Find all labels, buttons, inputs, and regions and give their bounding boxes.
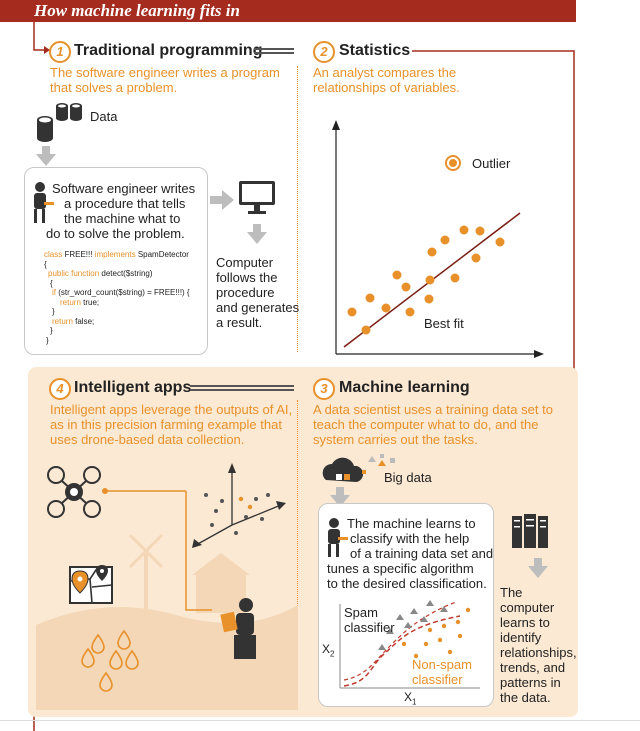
data-point	[476, 227, 485, 236]
ml-card-text-5: to the desired classification.	[327, 576, 487, 591]
nonspam-label-2: classifier	[412, 672, 463, 687]
point	[442, 624, 446, 628]
point	[234, 531, 238, 535]
code-keyword: return	[60, 298, 81, 307]
point	[204, 493, 208, 497]
data-point	[402, 283, 411, 292]
code-line-7: }	[52, 307, 55, 316]
ml-card-text-1: The machine learns to	[347, 516, 476, 531]
nonspam-label-1: Non-spam	[412, 657, 472, 672]
data-point	[362, 326, 371, 335]
map-icon	[70, 565, 112, 603]
data-point	[366, 294, 375, 303]
statistics-desc-line-2: relationships of variables.	[313, 80, 460, 95]
point	[220, 499, 224, 503]
spam-label-2: classifier	[344, 620, 395, 635]
code-text: FREE!!!	[62, 250, 95, 259]
code-keyword: public function	[48, 269, 100, 278]
code-line-10: }	[46, 336, 49, 345]
farming-illustration	[36, 455, 298, 710]
outlier-point	[449, 159, 457, 167]
data-point	[382, 304, 391, 313]
code-keyword: return	[52, 317, 73, 326]
point	[466, 608, 470, 612]
code-line-6	[60, 298, 99, 308]
ml-computer-text-5: relationships,	[500, 645, 577, 660]
point	[410, 608, 418, 614]
ml-computer-text-6: trends, and	[500, 660, 566, 675]
x1-axis-label	[404, 690, 416, 706]
point	[248, 505, 252, 509]
data-point	[425, 295, 434, 304]
computer-text-3: procedure	[216, 285, 275, 300]
point	[378, 644, 386, 650]
ml-desc-line-2: teach the computer what to do, and the	[313, 417, 539, 432]
section-title-apps: Intelligent apps	[74, 379, 192, 396]
ml-computer-text-3: learns to	[500, 615, 550, 630]
data-scientist-icon	[324, 518, 348, 558]
point	[404, 622, 412, 628]
data-label: Data	[90, 109, 118, 124]
point	[244, 515, 248, 519]
engineer-text-1: Software engineer writes	[52, 181, 196, 196]
section-number-3: 3	[313, 378, 335, 400]
big-data-label: Big data	[384, 470, 432, 485]
arrow-down-icon	[247, 224, 269, 246]
point	[402, 642, 406, 646]
data-point	[441, 236, 450, 245]
section-number-4: 4	[49, 378, 71, 400]
engineer-text-4: do to solve the problem.	[46, 226, 185, 241]
axis-arrow	[228, 463, 236, 473]
code-line-3	[48, 269, 153, 279]
point	[456, 620, 460, 624]
section-title-ml: Machine learning	[339, 379, 470, 396]
connector-line-1	[34, 22, 44, 50]
database-icon	[34, 100, 94, 150]
data-point	[393, 271, 402, 280]
code-keyword: if	[52, 288, 56, 297]
server-icon	[510, 514, 550, 550]
title-rule	[190, 385, 294, 391]
title-rule	[254, 48, 294, 54]
code-text: (str_word_count($string) = FREE!!!) {	[56, 288, 190, 297]
point	[260, 517, 264, 521]
section-number-1: 1	[49, 41, 71, 63]
3d-axes	[196, 467, 281, 545]
code-text: true;	[80, 298, 100, 307]
computer-text-1: Computer	[216, 255, 274, 270]
engineer-text-2: a procedure that tells	[64, 196, 186, 211]
ml-desc-line-3: system carries out the tasks.	[313, 432, 478, 447]
x2-axis-label	[322, 642, 334, 658]
nonspam-points	[402, 608, 470, 658]
engineer-icon	[30, 182, 54, 224]
point	[438, 638, 442, 642]
apps-desc-line-3: uses drone-based data collection.	[50, 432, 245, 447]
point	[239, 497, 243, 501]
ml-card-text-4: tunes a specific algorithm	[327, 561, 474, 576]
data-point	[460, 226, 469, 235]
spam-label-1: Spam	[344, 605, 378, 620]
x1-letter: X	[404, 690, 413, 704]
apps-desc-line-1: Intelligent apps leverage the outputs of AI,	[50, 402, 293, 417]
traditional-desc-line-1: The software engineer writes a program	[50, 65, 280, 80]
point	[458, 634, 462, 638]
axis-arrow	[276, 501, 286, 510]
computer-icon	[238, 180, 278, 218]
data-point	[426, 276, 435, 285]
data-point	[451, 274, 460, 283]
connector-dot	[102, 488, 108, 494]
section-title-statistics: Statistics	[339, 42, 411, 59]
code-text: detect($string)	[99, 269, 153, 278]
bottom-rule	[0, 720, 640, 721]
y-axis-arrow	[332, 120, 340, 130]
engineer-text-3: the machine what to	[64, 211, 181, 226]
data-point	[496, 238, 505, 247]
x1-subscript: 1	[412, 697, 417, 707]
computer-text-2: follows the	[216, 270, 278, 285]
arrow-down-icon	[36, 146, 58, 168]
page-title: How machine learning fits in	[34, 1, 240, 20]
point	[396, 614, 404, 620]
ml-card-text-2: classify with the help	[350, 531, 470, 546]
data-point	[428, 248, 437, 257]
code-keyword: implements	[94, 250, 136, 259]
code-keyword: class	[44, 250, 63, 259]
code-text: false;	[72, 317, 95, 326]
section-title-traditional: Traditional programming	[74, 42, 263, 59]
x-axis-arrow	[534, 350, 544, 358]
ml-computer-text-4: identify	[500, 630, 542, 645]
point	[428, 628, 432, 632]
code-line-8	[52, 317, 94, 327]
best-fit-label: Best fit	[424, 316, 464, 331]
ml-computer-text-1: The	[500, 585, 523, 600]
axis-arrow	[192, 539, 202, 548]
point	[254, 497, 258, 501]
point	[448, 650, 452, 654]
section-number-2: 2	[313, 41, 335, 63]
x2-subscript: 2	[330, 649, 335, 659]
data-point	[406, 308, 415, 317]
outlier-label: Outlier	[472, 156, 511, 171]
code-text: SpamDetector	[135, 250, 189, 259]
code-line-2: {	[44, 260, 47, 269]
arrow-down-icon	[528, 558, 550, 580]
ml-desc-line-1: A data scientist uses a training data set to	[313, 402, 553, 417]
point	[424, 642, 428, 646]
point	[266, 493, 270, 497]
point	[426, 600, 434, 606]
computer-text-5: a result.	[216, 315, 263, 330]
ml-computer-text-7: patterns in	[500, 675, 561, 690]
ml-card-text-3: of a training data set and	[350, 546, 494, 561]
code-line-4: {	[50, 279, 53, 288]
arrow-right-icon	[210, 190, 236, 210]
point	[214, 509, 218, 513]
ml-computer-text-8: the data.	[500, 690, 551, 705]
code-line-9: }	[50, 326, 53, 335]
code-line-5	[52, 288, 190, 298]
code-line-1	[44, 250, 189, 260]
traditional-desc-line-2: that solves a problem.	[50, 80, 178, 95]
computer-text-4: and generates	[216, 300, 300, 315]
data-point	[348, 308, 357, 317]
apps-desc-line-2: as in this precision farming example that	[50, 417, 282, 432]
x2-letter: X	[322, 642, 331, 656]
data-point	[472, 254, 481, 263]
ml-computer-text-2: computer	[500, 600, 555, 615]
point	[210, 523, 214, 527]
statistics-desc-line-1: An analyst compares the	[313, 65, 457, 80]
drone-icon	[48, 467, 100, 517]
